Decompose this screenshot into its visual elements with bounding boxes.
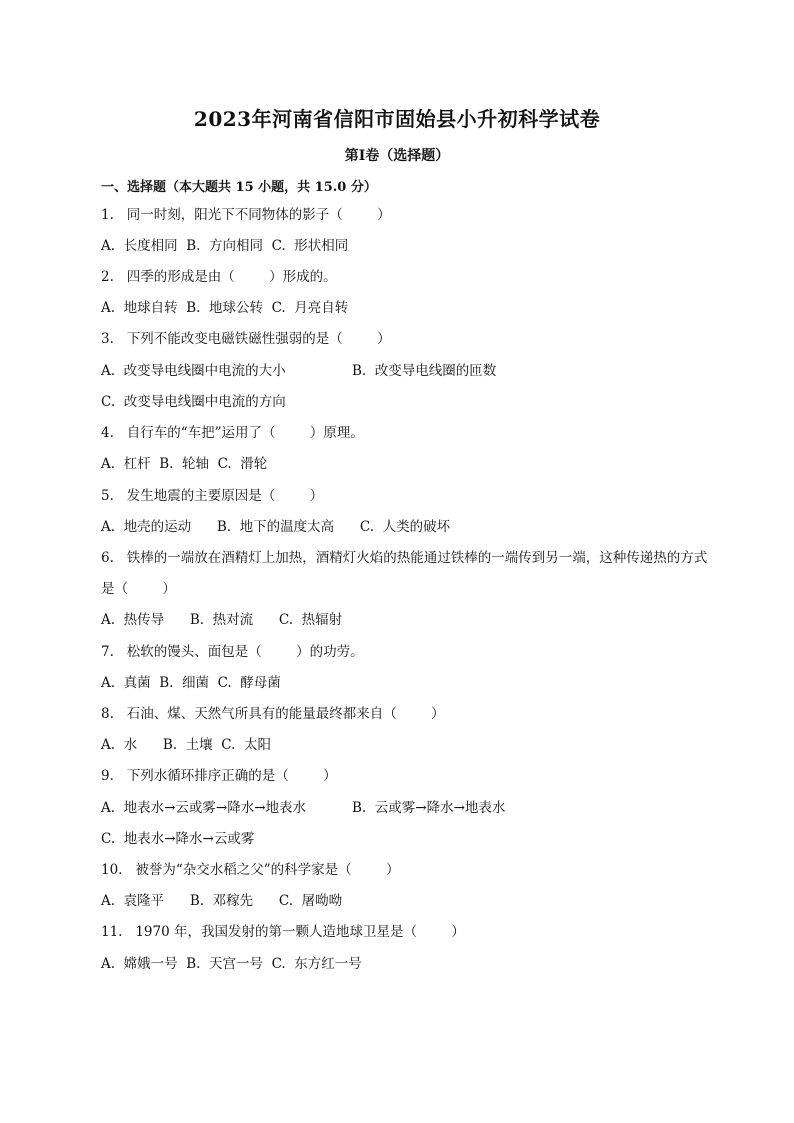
question-9-option-b: B. 云或雾→降水→地表水 (352, 800, 506, 816)
question-3-option-b: B. 改变导电线圈的匝数 (352, 363, 497, 379)
question-3-option-c: C. 改变导电线圈中电流的方向 (101, 394, 286, 410)
question-2-stem: 2. 四季的形成是由（ ）形成的。 (101, 269, 337, 285)
page-subtitle: 第Ⅰ卷（选择题） (344, 148, 450, 164)
question-11-stem: 11. 1970 年，我国发射的第一颗人造地球卫星是（ ） (101, 924, 465, 940)
question-5-stem: 5. 发生地震的主要原因是（ ） (101, 488, 324, 504)
question-3-stem: 3. 下列不能改变电磁铁磁性强弱的是（ ） (101, 331, 391, 347)
question-5-options: A. 地壳的运动 B. 地下的温度太高 C. 人类的破坏 (101, 519, 451, 535)
question-4-stem: 4. 自行车的“车把”运用了（ ）原理。 (101, 425, 364, 441)
question-9-option-a: A. 地表水→云或雾→降水→地表水 (101, 800, 307, 816)
question-8-options: A. 水 B. 土壤 C. 太阳 (101, 737, 271, 753)
question-7-stem: 7. 松软的馒头、面包是（ ）的功劳。 (101, 644, 364, 660)
question-8-stem: 8. 石油、煤、天然气所具有的能量最终都来自（ ） (101, 706, 445, 722)
section-heading: 一、选择题（本大题共 15 小题，共 15.0 分） (101, 180, 377, 195)
question-6-options: A. 热传导 B. 热对流 C. 热辐射 (101, 612, 343, 628)
question-11-options: A. 嫦娥一号 B. 天宫一号 C. 东方红一号 (101, 956, 362, 972)
question-1-stem: 1. 同一时刻，阳光下不同物体的影子（ ） (101, 207, 391, 223)
question-6-stem-line-1: 6. 铁棒的一端放在酒精灯上加热，酒精灯火焰的热能通过铁棒的一端传到另一端，这种传递热的方式 (101, 550, 708, 566)
question-9-option-c: C. 地表水→降水→云或雾 (101, 831, 255, 847)
question-10-stem: 10. 被誉为“杂交水稻之父”的科学家是（ ） (101, 862, 400, 878)
question-10-options: A. 袁隆平 B. 邓稼先 C. 屠呦呦 (101, 893, 343, 909)
question-7-options: A. 真菌 B. 细菌 C. 酵母菌 (101, 675, 281, 691)
question-6-stem-line-2: 是（ ） (101, 581, 176, 597)
question-3-option-a: A. 改变导电线圈中电流的大小 (101, 363, 286, 379)
page-title: 2023年河南省信阳市固始县小升初科学试卷 (193, 107, 601, 131)
question-9-stem: 9. 下列水循环排序正确的是（ ） (101, 768, 337, 784)
question-2-options: A. 地球自转 B. 地球公转 C. 月亮自转 (101, 300, 349, 316)
question-4-options: A. 杠杆 B. 轮轴 C. 滑轮 (101, 456, 268, 472)
question-1-options: A. 长度相同 B. 方向相同 C. 形状相同 (101, 238, 349, 254)
